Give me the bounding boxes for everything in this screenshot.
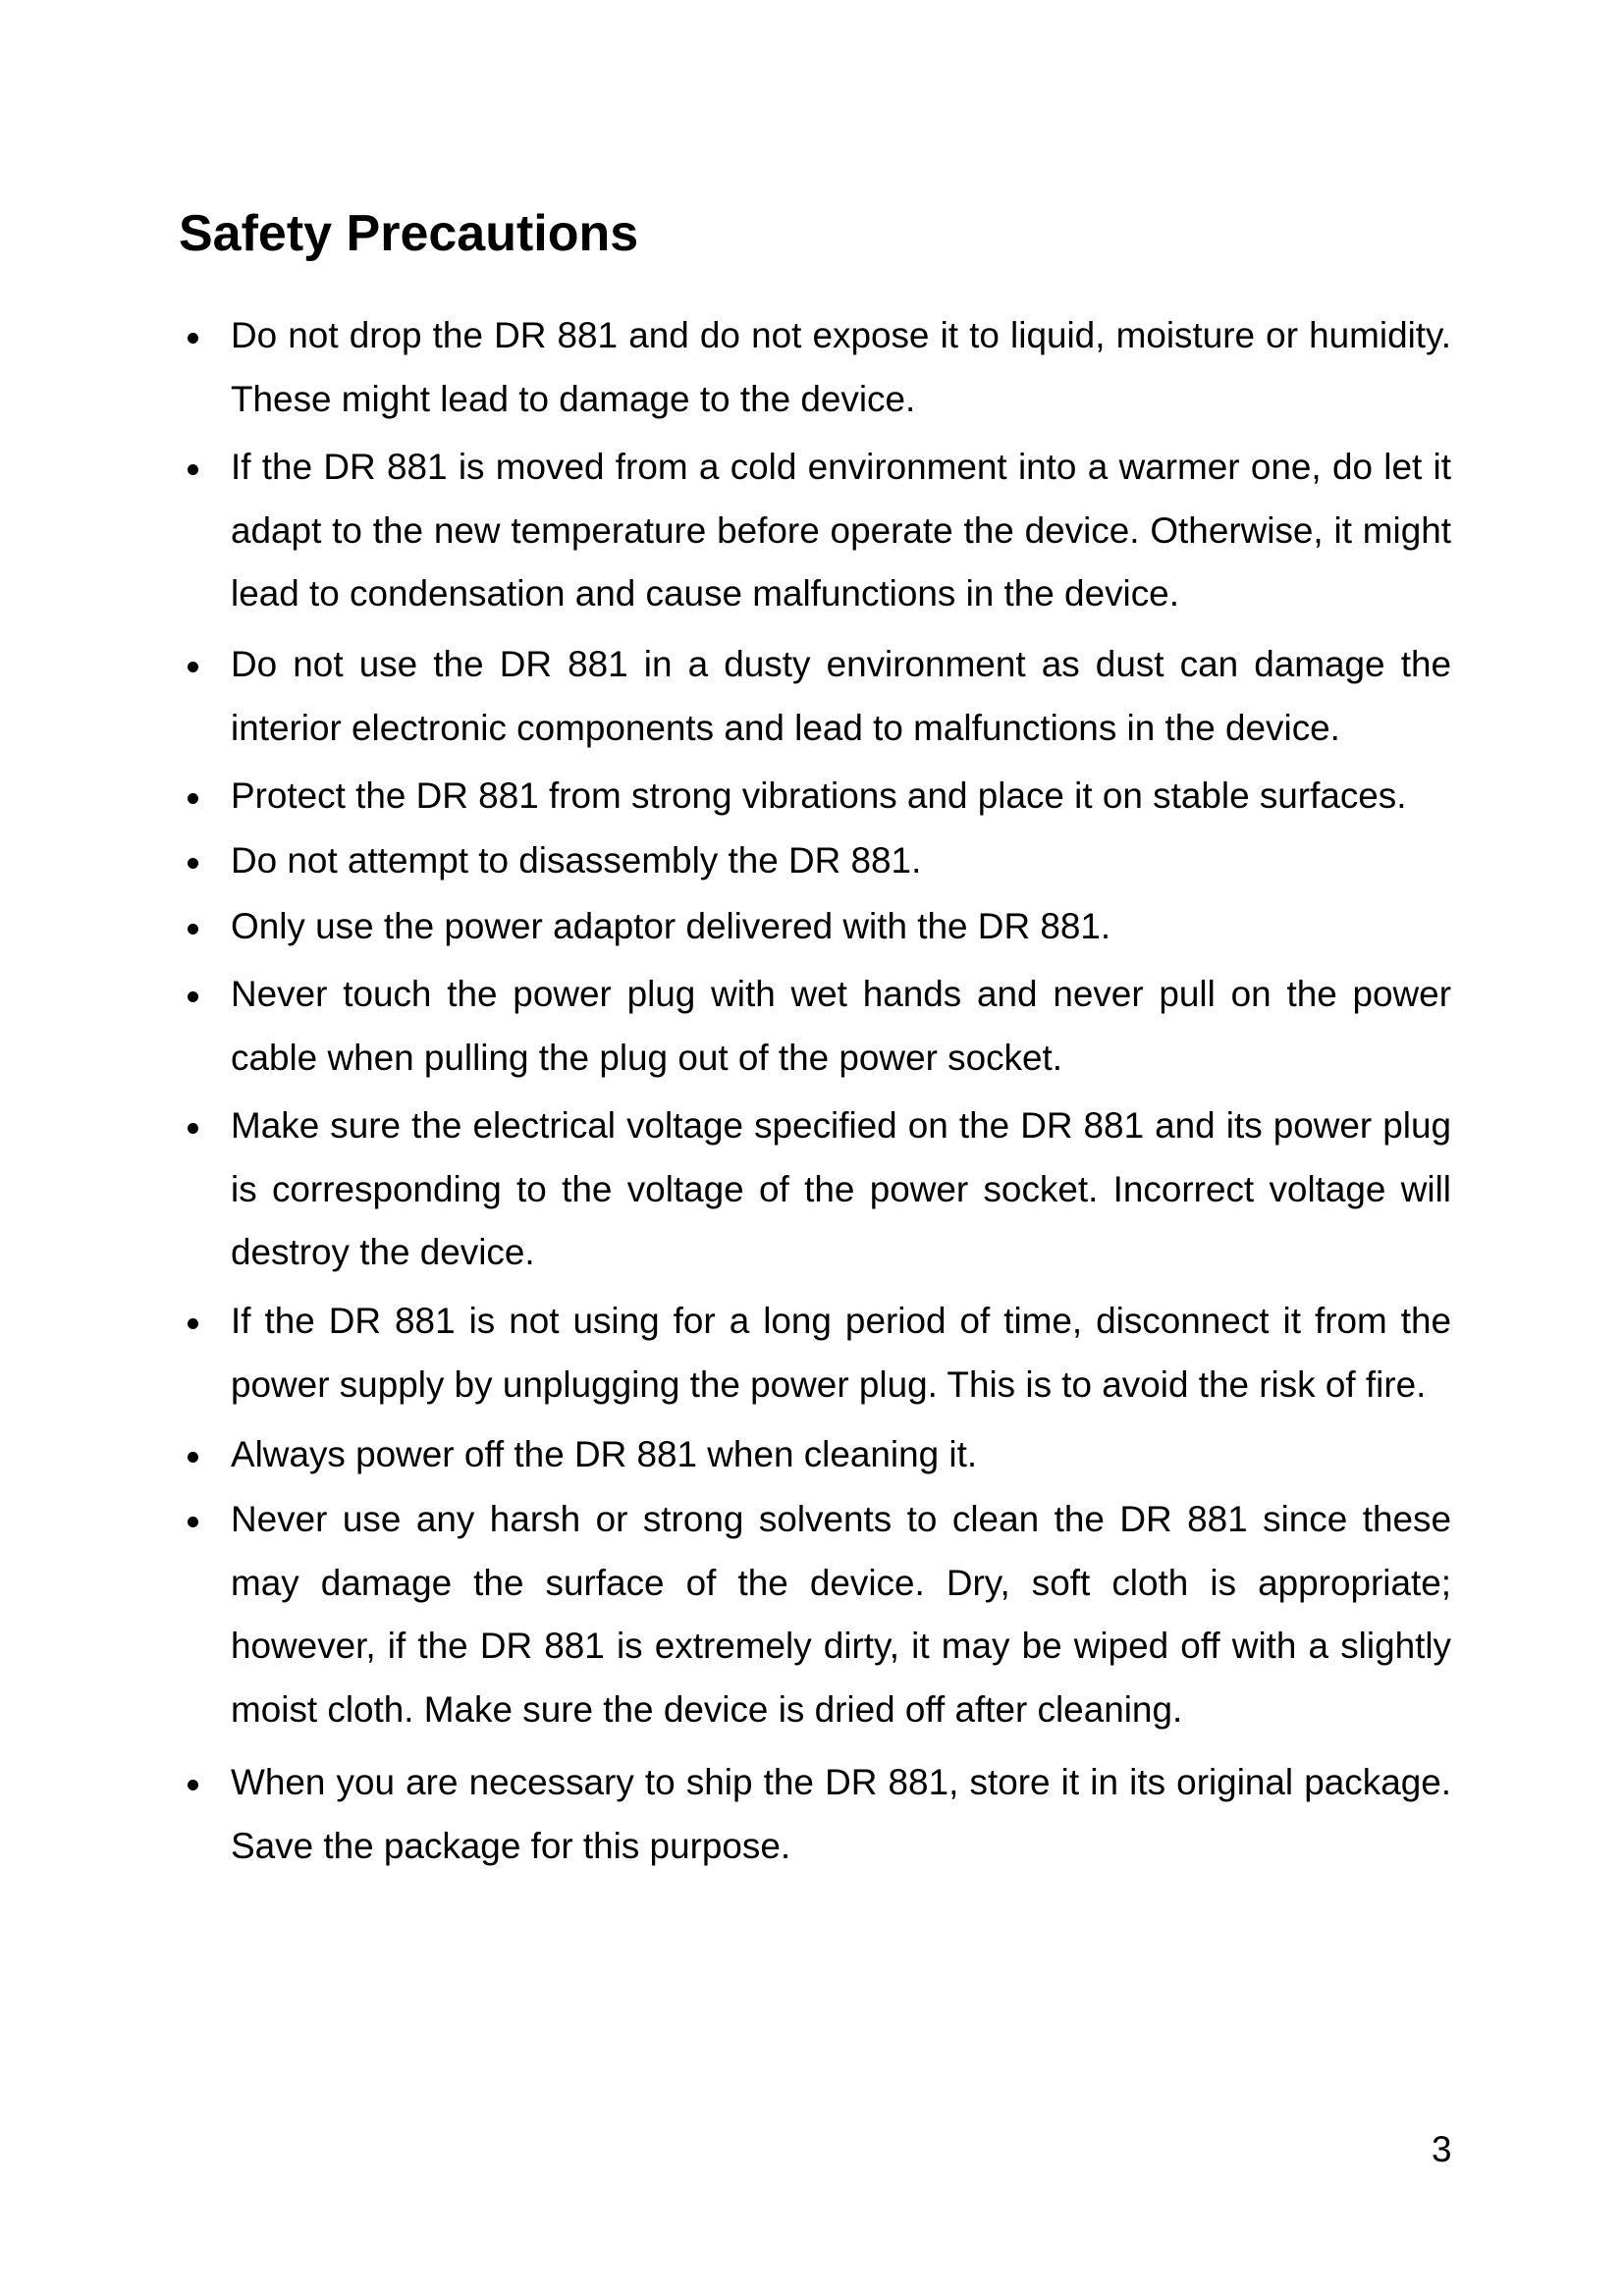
- page-number: 3: [1432, 2129, 1452, 2169]
- precaution-line: Save the package for this purpose.: [231, 1825, 791, 1866]
- precaution-item: [231, 765, 1451, 828]
- precaution-line: Only use the power adaptor delivered with the DR 881.: [231, 906, 1111, 946]
- precaution-item: [231, 633, 1451, 760]
- bullet-icon: [188, 662, 198, 672]
- precaution-item: [231, 436, 1451, 626]
- precaution-item: [231, 963, 1451, 1090]
- precaution-line: adapt to the new temperature before operate the device. Otherwise, it might: [231, 509, 1451, 551]
- bullet-icon: [188, 1123, 198, 1134]
- bullet-icon: [188, 1780, 198, 1790]
- precaution-line: cable when pulling the plug out of the power socket.: [231, 1037, 1062, 1078]
- precaution-line: is corresponding to the voltage of the power socket. Incorrect voltage will: [231, 1168, 1451, 1209]
- precaution-line: destroy the device.: [231, 1232, 535, 1272]
- precaution-line: These might lead to damage to the device.: [231, 378, 916, 419]
- precaution-line: Never touch the power plug with wet hands and never pull on the power: [231, 974, 1451, 1014]
- precaution-line: Do not use the DR 881 in a dusty environment as dust can damage the: [231, 644, 1451, 684]
- bullet-icon: [188, 858, 198, 869]
- precaution-item: [231, 1751, 1451, 1878]
- page-title: Safety Precautions: [179, 205, 639, 262]
- precaution-line: If the DR 881 is not using for a long period of time, disconnect it from the: [231, 1301, 1451, 1341]
- precaution-item: [231, 1290, 1451, 1416]
- bullet-icon: [188, 924, 198, 934]
- precaution-line: moist cloth. Make sure the device is dried off after cleaning.: [231, 1688, 1183, 1730]
- precaution-line: If the DR 881 is moved from a cold environment into a warmer one, do let it: [231, 447, 1451, 487]
- bullet-icon: [188, 1318, 198, 1329]
- precaution-line: power supply by unplugging the power plug. This is to avoid the risk of fire.: [231, 1363, 1427, 1405]
- precaution-item: [231, 1488, 1451, 1741]
- precaution-line: interior electronic components and lead to malfunctions in the device.: [231, 707, 1340, 748]
- precaution-line: Do not drop the DR 881 and do not expose it to liquid, moisture or humidity.: [231, 315, 1451, 355]
- bullet-icon: [188, 991, 198, 1002]
- precaution-item: [231, 1423, 1451, 1487]
- bullet-icon: [188, 333, 198, 344]
- bullet-icon: [188, 464, 198, 475]
- bullet-icon: [188, 1452, 198, 1463]
- precaution-line: however, if the DR 881 is extremely dirty, it may be wiped off with a slightly: [231, 1626, 1451, 1666]
- precaution-line: Do not attempt to disassembly the DR 881.: [231, 840, 922, 881]
- precaution-item: [231, 895, 1451, 959]
- precaution-item: [231, 829, 1451, 893]
- precaution-line: may damage the surface of the device. Dry, soft cloth is appropriate;: [231, 1562, 1451, 1603]
- precaution-item: [231, 304, 1451, 431]
- precaution-item: [231, 1095, 1451, 1285]
- precaution-line: lead to condensation and cause malfunctions in the device.: [231, 573, 1179, 614]
- bullet-icon: [188, 793, 198, 804]
- precaution-line: Make sure the electrical voltage specified on the DR 881 and its power plug: [231, 1105, 1451, 1146]
- precaution-line: When you are necessary to ship the DR 881, store it in its original package.: [231, 1762, 1451, 1802]
- bullet-icon: [188, 1517, 198, 1527]
- precaution-line: Always power off the DR 881 when cleaning it.: [231, 1434, 978, 1474]
- precaution-line: Protect the DR 881 from strong vibrations and place it on stable surfaces.: [231, 775, 1407, 816]
- precaution-line: Never use any harsh or strong solvents to clean the DR 881 since these: [231, 1499, 1451, 1539]
